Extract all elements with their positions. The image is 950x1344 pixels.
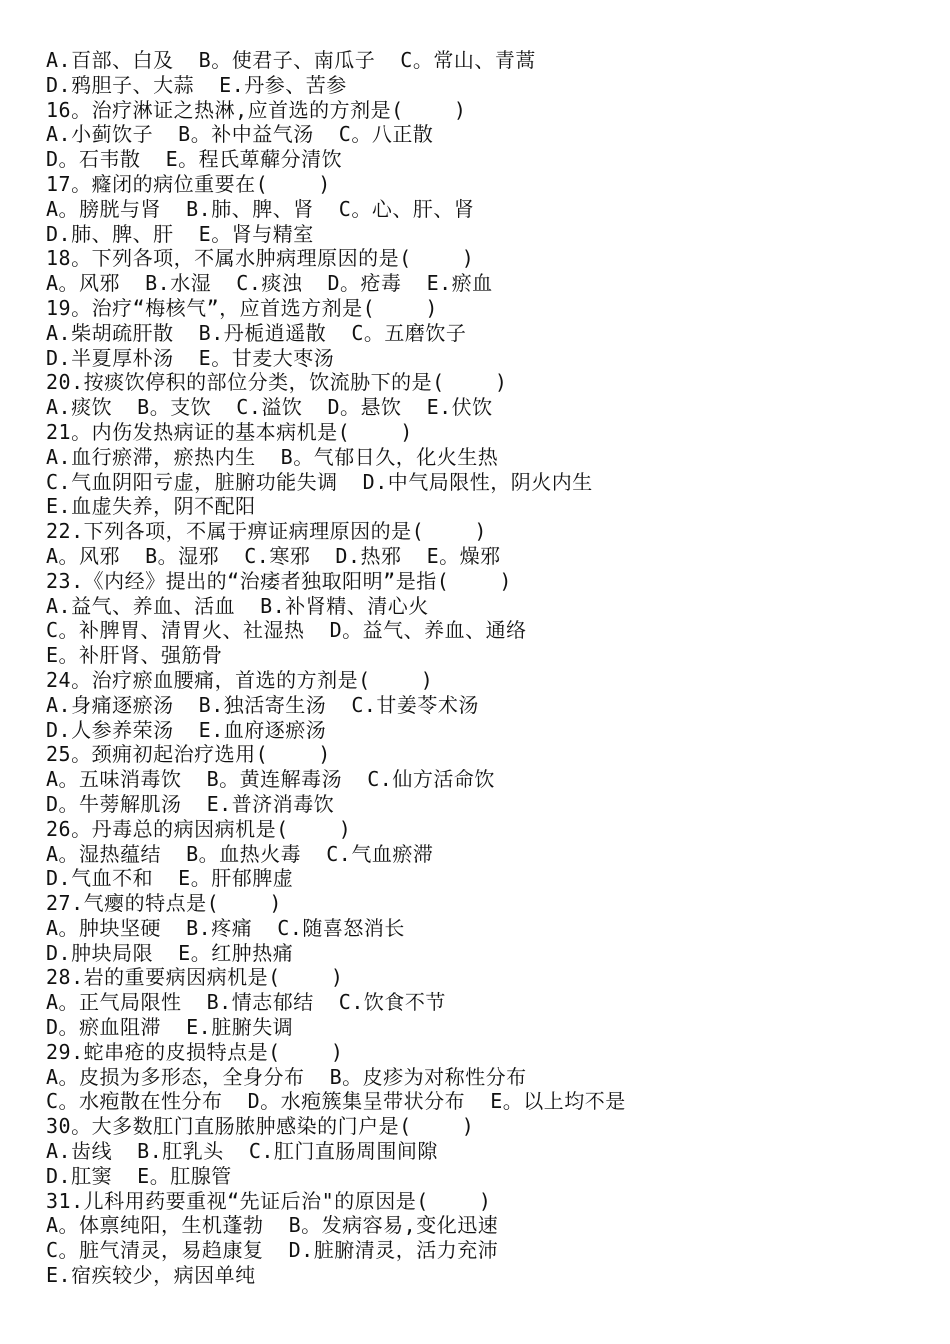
text-line: 31.儿科用药要重视“先证后治"的原因是( ) [46, 1188, 492, 1213]
text-line: 19。治疗“梅核气”，应首选方剂是( ) [46, 295, 438, 320]
text-line: A。风邪 B.水湿 C.痰浊 D。疮毒 E.瘀血 [46, 271, 493, 296]
text-line: A.齿线 B.肛乳头 C.肛门直肠周围间隙 [46, 1139, 438, 1164]
text-line: C。水疱散在性分布 D。水疱簇集呈带状分布 E。以上均不是 [46, 1089, 626, 1114]
text-line: A.痰饮 B。支饮 C.溢饮 D。悬饮 E.伏饮 [46, 395, 493, 420]
text-line: 21。内伤发热病证的基本病机是( ) [46, 419, 413, 444]
text-line: 16。治疗淋证之热淋,应首选的方剂是( ) [46, 97, 467, 122]
text-line: A.血行瘀滞，瘀热内生 B。气郁日久，化火生热 [46, 444, 499, 469]
text-line: A.身痛逐瘀汤 B.独活寄生汤 C.甘姜苓术汤 [46, 692, 479, 717]
text-line: A.百部、白及 B。使君子、南瓜子 C。常山、青蒿 [46, 48, 536, 72]
text-line: A。湿热蕴结 B。血热火毒 C.气血瘀滞 [46, 841, 434, 866]
text-line: A。肿块坚硬 B.疼痛 C.随喜怒消长 [46, 915, 405, 940]
text-line: 22.下列各项，不属于痹证病理原因的是( ) [46, 519, 487, 544]
text-line: D.人参养荣汤 E.血府逐瘀汤 [46, 717, 327, 742]
text-line: 20.按痰饮停积的部位分类，饮流胁下的是( ) [46, 370, 508, 395]
text-line: E.血虚失养，阴不配阳 [46, 494, 256, 519]
text-line: 25。颈痈初起治疗选用( ) [46, 742, 331, 767]
text-line: C。脏气清灵，易趋康复 D.脏腑清灵，活力充沛 [46, 1238, 499, 1263]
text-line: D。牛蒡解肌汤 E.普济消毒饮 [46, 791, 335, 816]
text-line: D.鸦胆子、大蒜 E.丹参、苦参 [46, 72, 347, 97]
text-line: 26。丹毒总的病因病机是( ) [46, 816, 352, 841]
text-line: D.气血不和 E。肝郁脾虚 [46, 866, 294, 891]
text-line: 29.蛇串疮的皮损特点是( ) [46, 1039, 344, 1064]
text-line: A。体禀纯阳，生机蓬勃 B。发病容易,变化迅速 [46, 1213, 499, 1238]
text-line: E.宿疾较少，病因单纯 [46, 1263, 256, 1288]
text-line: A.柴胡疏肝散 B.丹栀逍遥散 C。五磨饮子 [46, 320, 467, 345]
text-line: A。正气局限性 B.情志郁结 C.饮食不节 [46, 990, 446, 1015]
text-line: D。石韦散 E。程氏萆薢分清饮 [46, 147, 343, 172]
text-line: A。风邪 B。湿邪 C.寒邪 D.热邪 E。燥邪 [46, 543, 501, 568]
exam-text-block [46, 48, 926, 1288]
text-line: A。五味消毒饮 B。黄连解毒汤 C.仙方活命饮 [46, 767, 495, 792]
text-line: A.益气、养血、活血 B.补肾精、清心火 [46, 593, 429, 618]
text-line: 27.气瘿的特点是( ) [46, 891, 282, 916]
text-line: 17。癃闭的病位重要在( ) [46, 171, 331, 196]
text-line: D.肺、脾、肝 E。肾与精室 [46, 221, 314, 246]
text-line: D。瘀血阻滞 E.脏腑失调 [46, 1015, 294, 1040]
text-line: D.肛窦 E。肛腺管 [46, 1163, 232, 1188]
text-line: 24。治疗瘀血腰痛，首选的方剂是( ) [46, 667, 434, 692]
text-line: E。补肝肾、强筋骨 [46, 643, 223, 668]
text-line: D.肿块局限 E。红肿热痛 [46, 940, 294, 965]
text-line: 23.《内经》提出的“治痿者独取阳明”是指( ) [46, 568, 512, 593]
text-line: 28.岩的重要病因病机是( ) [46, 965, 344, 990]
text-line: A.小蓟饮子 B。补中益气汤 C。八正散 [46, 122, 434, 147]
text-line: 30。大多数肛门直肠脓肿感染的门户是( ) [46, 1114, 475, 1139]
text-line: C.气血阴阳亏虚，脏腑功能失调 D.中气局限性，阴火内生 [46, 469, 593, 494]
text-line: A。膀胱与肾 B.肺、脾、肾 C。心、肝、肾 [46, 196, 475, 221]
text-line: 18。下列各项，不属水肿病理原因的是( ) [46, 246, 475, 271]
text-line: D.半夏厚朴汤 E。甘麦大枣汤 [46, 345, 335, 370]
text-line: C。补脾胃、清胃火、社湿热 D。益气、养血、通络 [46, 618, 527, 643]
text-line: A。皮损为多形态，全身分布 B。皮疹为对称性分布 [46, 1064, 527, 1089]
